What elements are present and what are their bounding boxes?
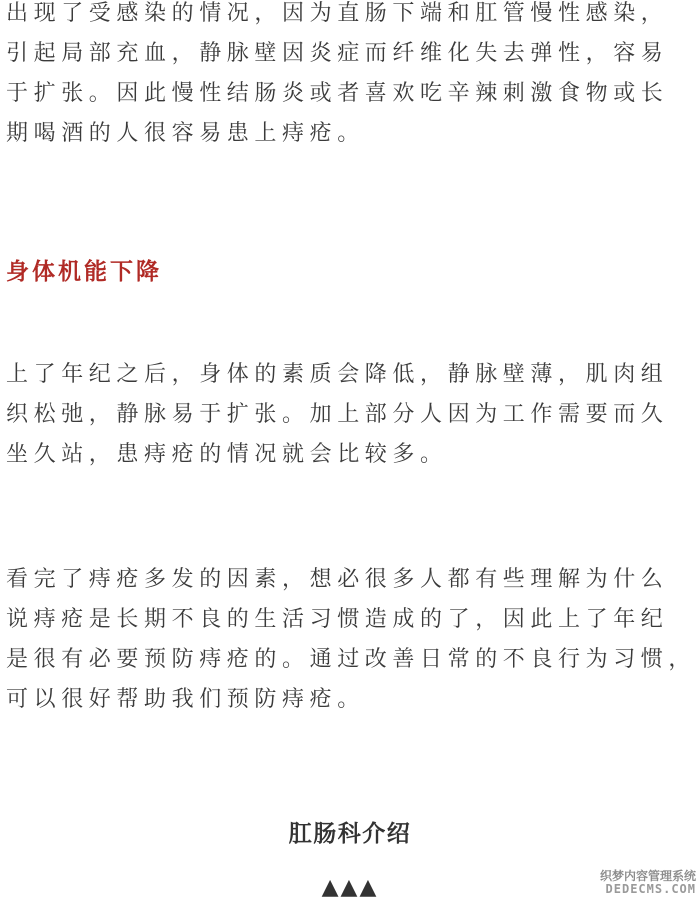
paragraph-line: 织松弛，静脉易于扩张。加上部分人因为工作需要而久 [6,402,669,427]
paragraph-line: 是很有必要预防痔疮的。通过改善日常的不良行为习惯， [6,647,697,672]
paragraph-line: 于扩张。因此慢性结肠炎或者喜欢吃辛辣刺激食物或长 [6,81,669,106]
paragraph-conclusion [6,560,696,720]
paragraph-line: 出现了受感染的情况，因为直肠下端和肛管慢性感染， [6,1,669,26]
paragraph-line: 引起局部充血，静脉壁因炎症而纤维化失去弹性，容易 [6,41,669,66]
paragraph-line: 期喝酒的人很容易患上痔疮。 [6,121,365,146]
paragraph-line: 坐久站，患痔疮的情况就会比较多。 [6,442,448,467]
paragraph-infection [6,0,696,154]
paragraph-line: 上了年纪之后，身体的素质会降低，静脉壁薄，肌肉组 [6,362,669,387]
watermark-text-cn: 织梦内容管理系统 [599,869,696,883]
section-heading: 身体机能下降 [6,259,162,285]
triangle-ornament-icon: ▲▲▲ [321,875,379,900]
paragraph-line: 说痔疮是长期不良的生活习惯造成的了，因此上了年纪 [6,607,669,632]
paragraph-line: 可以很好帮助我们预防痔疮。 [6,687,365,712]
paragraph-line: 看完了痔疮多发的因素，想必很多人都有些理解为什么 [6,567,669,592]
department-title: 肛肠科介绍 [288,821,412,847]
watermark-text-en: DEDECMS.COM [605,882,696,896]
paragraph-aging [6,355,696,475]
